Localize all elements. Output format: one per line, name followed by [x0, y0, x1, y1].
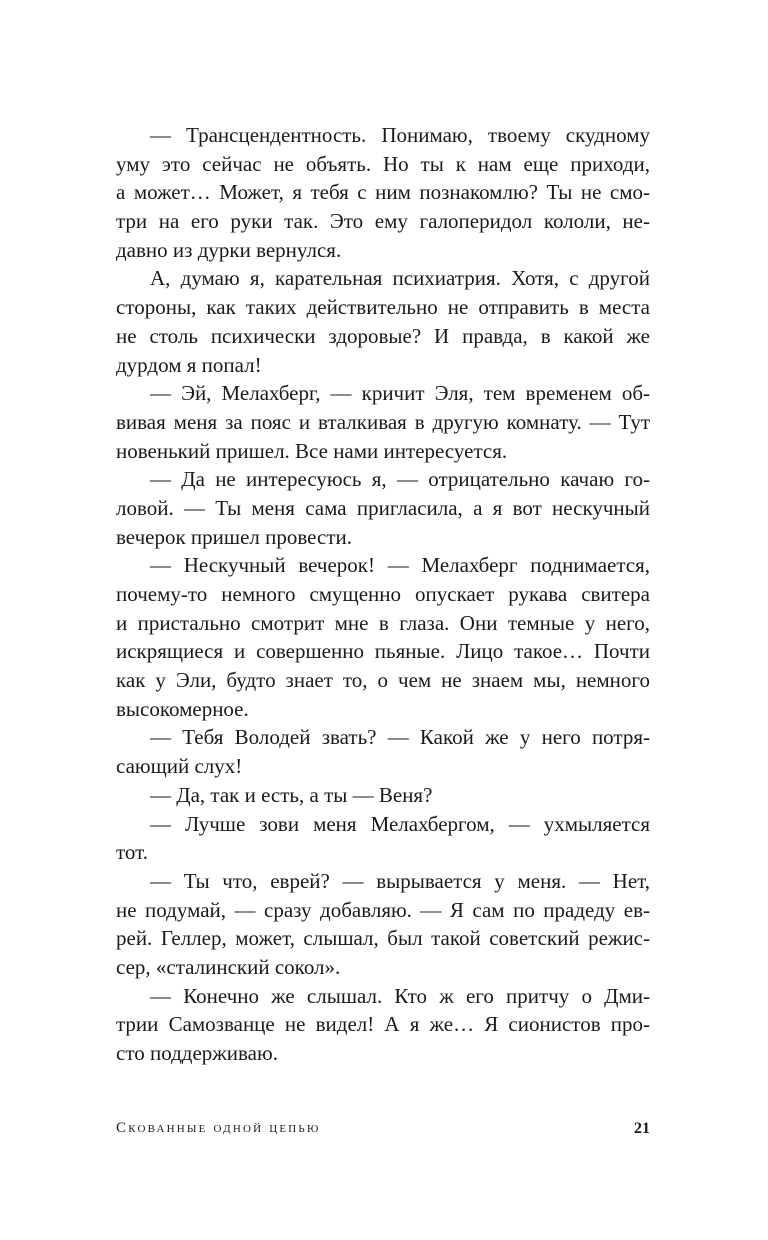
text-line: сающий слух!: [116, 754, 243, 779]
page-body: [116, 121, 650, 1068]
running-title: Скованные одной цепью: [116, 1120, 321, 1136]
text-line: сто поддерживаю.: [116, 1041, 278, 1065]
paragraph: [116, 867, 650, 982]
text-line: давно из дурки вернулся.: [116, 237, 342, 262]
paragraph: [116, 264, 650, 379]
text-line: А, думаю я, карательная психиатрия. Хотя, с другой: [150, 266, 650, 291]
text-line: — Тебя Володей звать? — Какой же у него потря-: [150, 725, 650, 750]
paragraph: [116, 121, 650, 264]
text-line: искрящиеся и совершенно пьяные. Лицо такое… Почти: [116, 639, 650, 664]
text-line: — Эй, Мелахберг, — кричит Эля, тем временем об-: [150, 381, 650, 406]
text-line: почему-то немного смущенно опускает рукава свитера: [116, 582, 650, 606]
text-line: как у Эли, будто знает то, о чем не знаем мы, немного: [116, 668, 650, 693]
text-line: три на его руки так. Это ему галоперидол кололи, не-: [116, 209, 650, 234]
text-line: не столь психически здоровые? И правда, в какой же: [116, 323, 650, 348]
text-line: дурдом я попал!: [116, 352, 262, 377]
text-line: — Да, так и есть, а ты — Веня?: [150, 782, 433, 807]
paragraph: [116, 379, 650, 465]
page-footer: [116, 1120, 650, 1144]
text-line: рей. Геллер, может, слышал, был такой советский режис-: [116, 926, 650, 951]
text-line: вивая меня за пояс и вталкивая в другую комнату. — Тут: [116, 409, 650, 434]
paragraph: [116, 810, 650, 867]
text-line: сер, «сталинский сокол».: [116, 954, 341, 979]
text-line: вечерок пришел провести.: [116, 524, 352, 549]
text-line: тот.: [116, 840, 148, 865]
text-line: — Нескучный вечерок! — Мелахберг поднимается,: [150, 553, 650, 578]
text-line: новенький пришел. Все нами интересуется.: [116, 438, 508, 463]
text-line: а может… Может, я тебя с ним познакомлю? Ты не смо-: [116, 180, 650, 205]
text-line: — Лучше зови меня Мелахбергом, — ухмыляется: [150, 811, 650, 836]
text-line: высокомерное.: [116, 696, 249, 721]
paragraph: [116, 551, 650, 723]
text-line: — Да не интересуюсь я, — отрицательно качаю го-: [150, 467, 650, 492]
paragraph: [116, 723, 650, 780]
text-line: не подумай, — сразу добавляю. — Я сам по прадеду ев-: [116, 897, 650, 922]
text-line: трии Самозванце не видел! А я же… Я сионистов про-: [116, 1012, 650, 1037]
text-block: [116, 121, 650, 1068]
paragraph: [116, 465, 650, 551]
paragraph: [116, 781, 650, 810]
text-line: — Конечно же слышал. Кто ж его притчу о Дми-: [150, 983, 650, 1008]
text-line: и пристально смотрит мне в глаза. Они темные у него,: [116, 610, 650, 635]
text-line: ловой. — Ты меня сама пригласила, а я вот нескучный: [116, 495, 650, 520]
text-line: — Трансцендентность. Понимаю, твоему скудному: [150, 123, 650, 147]
paragraph: [116, 982, 650, 1068]
text-line: — Ты что, еврей? — вырывается у меня. — Нет,: [150, 868, 650, 893]
text-line: уму это сейчас не объять. Но ты к нам еще приходи,: [116, 151, 650, 176]
text-line: стороны, как таких действительно не отправить в места: [116, 295, 650, 320]
page-number: 21: [634, 1120, 650, 1137]
